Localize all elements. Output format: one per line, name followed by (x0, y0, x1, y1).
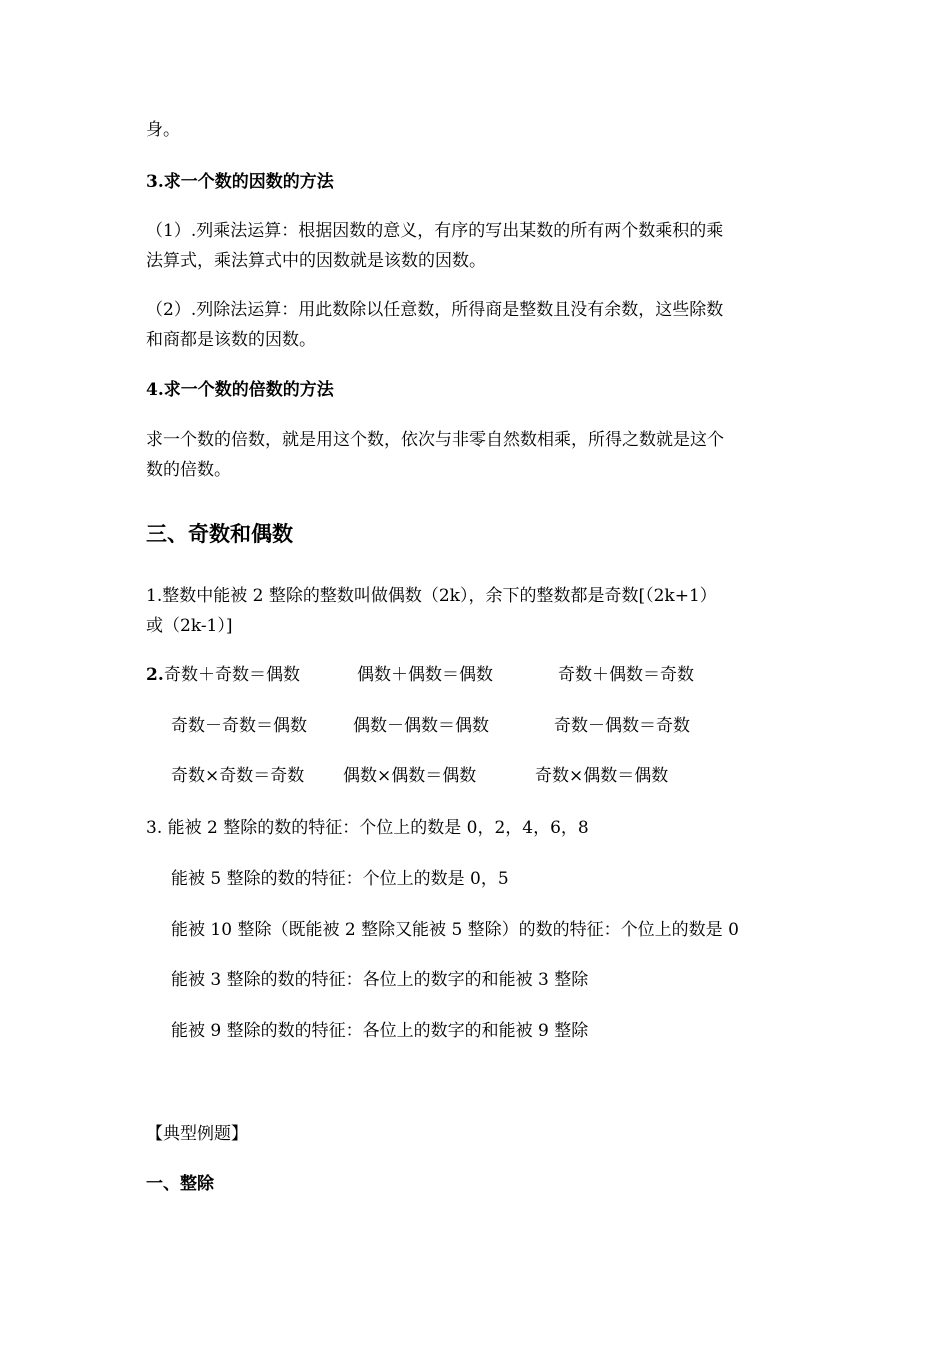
rule-text: 偶数－偶数＝偶数 (353, 716, 489, 736)
rule-text: 偶数×偶数＝偶数 (343, 766, 477, 786)
list-item: 能被 3 整除的数的特征：各位上的数字的和能被 3 整除 (171, 970, 589, 990)
heading-factor-method: 3.求一个数的因数的方法 (146, 172, 334, 192)
subsection-title: 一、整除 (146, 1174, 214, 1194)
rule-text: 奇数＋奇数＝偶数 (164, 665, 300, 685)
heading-multiple-method: 4.求一个数的倍数的方法 (146, 380, 334, 400)
list-item: 1.整数中能被 2 整除的整数叫做偶数（2k），余下的整数都是奇数[（2k+1） (146, 586, 717, 606)
rule-text: 奇数＋偶数＝奇数 (558, 665, 694, 685)
section-title: 三、奇数和偶数 (146, 521, 293, 546)
examples-label: 【典型例题】 (146, 1124, 248, 1144)
rule-row-multiplication (171, 766, 871, 786)
list-item: 或（2k-1）] (146, 616, 233, 636)
rule-text: 奇数×偶数＝偶数 (535, 766, 669, 786)
paragraph-line: 数的倍数。 (146, 460, 231, 480)
paragraph-line: 法算式，乘法算式中的因数就是该数的因数。 (146, 251, 486, 271)
paragraph-line: （1）.列乘法运算：根据因数的意义，有序的写出某数的所有两个数乘积的乘 (146, 221, 724, 241)
paragraph-line: 和商都是该数的因数。 (146, 330, 316, 350)
list-item: 能被 9 整除的数的特征：各位上的数字的和能被 9 整除 (171, 1021, 589, 1041)
rule-text: 奇数－偶数＝奇数 (554, 716, 690, 736)
text-line: 身。 (146, 120, 180, 140)
paragraph-line: （2）.列除法运算：用此数除以任意数，所得商是整数且没有余数，这些除数 (146, 300, 724, 320)
rule-text: 奇数×奇数＝奇数 (171, 766, 305, 786)
item-number: 2. (146, 665, 164, 685)
list-item: 3. 能被 2 整除的数的特征：个位上的数是 0，2，4，6，8 (146, 818, 589, 838)
rule-text: 奇数－奇数＝偶数 (171, 716, 307, 736)
paragraph-line: 求一个数的倍数，就是用这个数，依次与非零自然数相乘，所得之数就是这个 (146, 430, 724, 450)
rule-row-subtraction (171, 716, 871, 736)
rule-text: 偶数＋偶数＝偶数 (357, 665, 493, 685)
list-item: 能被 5 整除的数的特征：个位上的数是 0，5 (171, 869, 509, 889)
list-item: 能被 10 整除（既能被 2 整除又能被 5 整除）的数的特征：个位上的数是 0 (171, 920, 739, 940)
rule-row-addition (146, 665, 846, 685)
